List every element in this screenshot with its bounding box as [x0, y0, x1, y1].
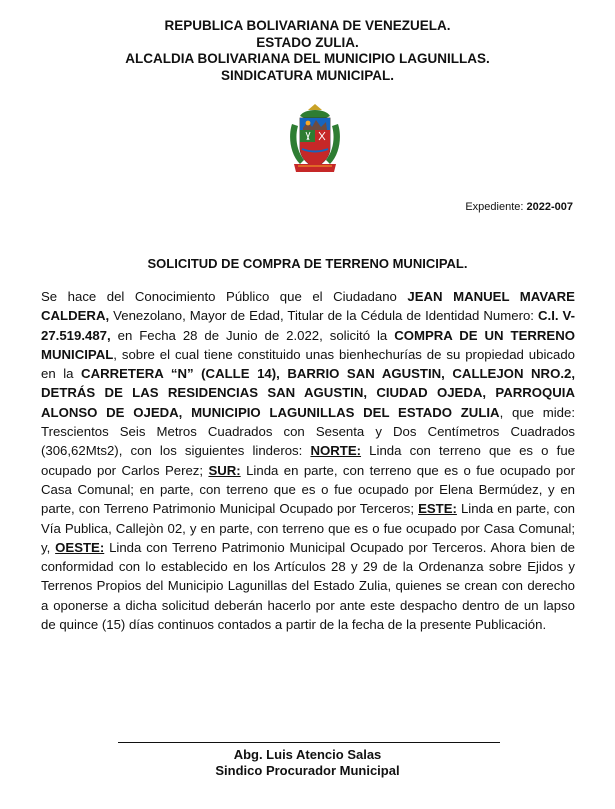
header-line-mayoralty: ALCALDIA BOLIVARIANA DEL MUNICIPIO LAGUNILLAS. — [125, 51, 490, 66]
body-text: Linda en parte, con Vía Publica, Callejòn 02, y en parte, con terreno que es o fue ocupado por Casa Comunal; y, — [41, 501, 575, 555]
body-text: Venezolano, Mayor de Edad, Titular de la Cédula de Identidad Numero: — [109, 308, 538, 324]
body-text: Se hace del Conocimiento Público que el Ciudadano — [41, 289, 408, 304]
property-address: CARRETERA “N” (CALLE 14), BARRIO SAN AGUSTIN, CALLEJON NRO.2, DETRÁS DE LAS RESIDENCIAS SAN AGUSTIN, CIUDAD OJEDA, PARROQUIA ALONSO DE OJEDA, MUNICIPIO LAGUNILLAS DEL ESTADO ZULIA — [41, 366, 575, 420]
header-line-office: SINDICATURA MUNICIPAL. — [221, 67, 394, 83]
body-text: Linda con Terreno Patrimonio Municipal Ocupado por Terceros. Ahora bien de conformidad con lo establecido en los Artículos 28 y 29 de la Ordenanza sobre Ejidos y Terrenos Propios del Municipio Lagunillas del Estado Zulia, quienes se crean con derecho a oponerse a dicha solicitud deberán hacerlo por ante este despacho dentro de un lapso de quince (15) días continuos contados a partir de la fecha de la presente Publicación. — [41, 539, 575, 633]
signature-block — [0, 747, 615, 779]
header-line-state: ESTADO ZULIA. — [256, 34, 359, 50]
case-number-label: Expediente: — [465, 201, 524, 213]
boundary-east-label: ESTE: — [418, 501, 457, 517]
document-body — [41, 287, 575, 634]
boundary-west-label: OESTE: — [55, 539, 105, 555]
document-header — [0, 18, 615, 84]
case-number-value: 2022-007 — [526, 201, 573, 213]
municipal-coat-of-arms-icon — [286, 102, 344, 176]
boundary-north-label: NORTE: — [310, 443, 362, 459]
body-text: , sobre el cual tiene constituido unas bienhechurías de su propiedad ubicado en la — [41, 346, 575, 382]
id-number: C.I. V-27.519.487, — [41, 308, 576, 343]
applicant-name: JEAN MANUEL MAVARE CALDERA, — [41, 289, 575, 324]
body-text: Linda en parte, con terreno que es o fue ocupado por Casa Comunal; en parte, con terreno que es o fue ocupado por Elena Bermúdez, y en parte, con Terreno Patrimonio Municipal Ocupado por Terceros; — [41, 462, 575, 517]
case-number — [465, 201, 573, 213]
boundary-south-label: SUR: — [208, 462, 241, 478]
body-text: Linda con terreno que es o fue ocupado por Carlos Perez; — [41, 443, 575, 478]
request-type: COMPRA DE UN TERRENO MUNICIPAL — [41, 327, 575, 362]
header-line-republic: REPUBLICA BOLIVARIANA DE VENEZUELA. — [164, 18, 451, 33]
document-title: SOLICITUD DE COMPRA DE TERRENO MUNICIPAL. — [147, 256, 468, 271]
signer-name: Abg. Luis Atencio Salas — [233, 747, 382, 762]
signature-line — [118, 742, 500, 743]
signer-role: Sindico Procurador Municipal — [215, 763, 400, 778]
body-text: , que mide: Trescientos Seis Metros Cuadrados con Sesenta y Dos Centímetros Cuadrados (306,62Mts2), con los siguientes linderos: — [41, 404, 575, 459]
body-text: en Fecha 28 de Junio de 2.022, solicitó la — [110, 327, 395, 343]
